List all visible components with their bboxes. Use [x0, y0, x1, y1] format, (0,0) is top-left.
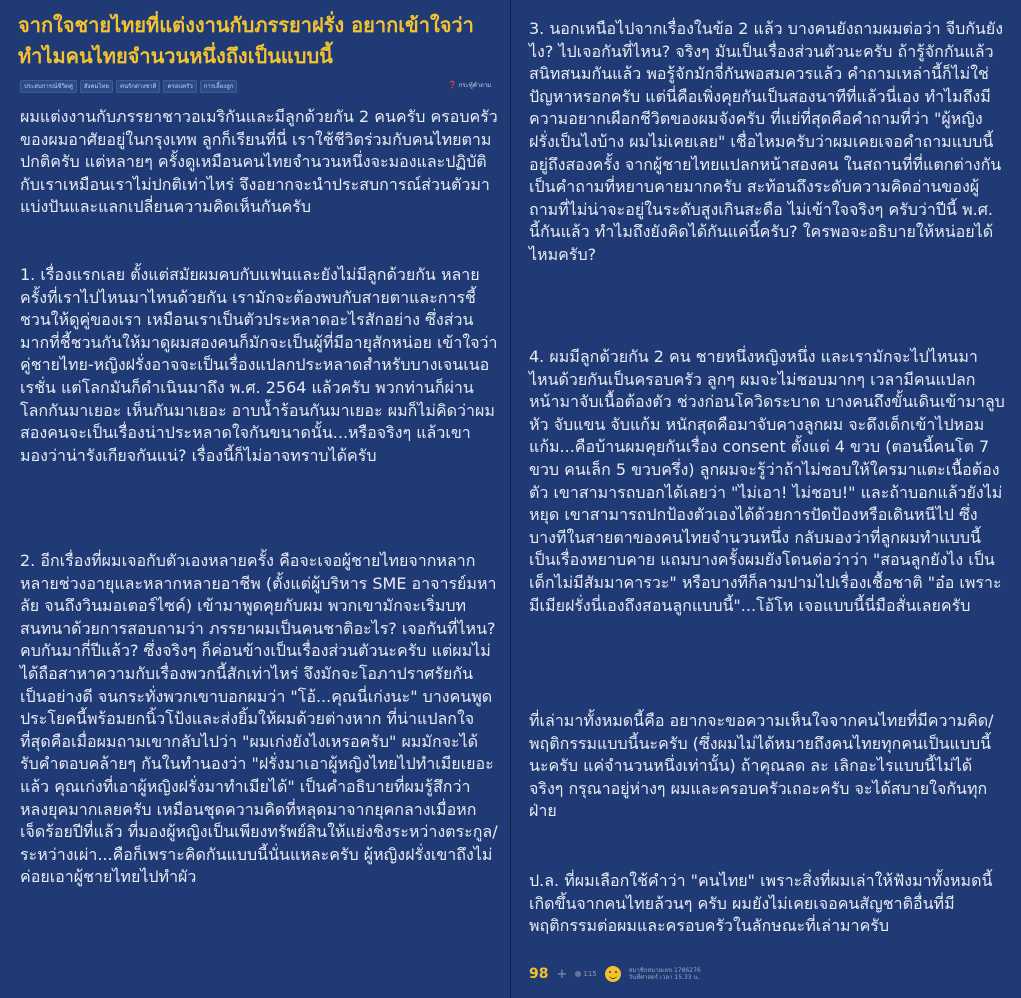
- tag-item[interactable]: การเลี้ยงลูก: [200, 80, 238, 93]
- intro-paragraph: ผมแต่งงานกับภรรยาชาวอเมริกันและมีลูกด้วยกัน 2 คนครับ ครอบครัวของผมอาศัยอยู่ในกรุงเทพ ลูกก็เรียนที่นี่ เราใช้ชีวิตร่วมกับคนไทยตามปกติครับ แต่หลายๆ ครั้งดูเหมือนคนไทยจำนวนหนึ่งจะมองและปฏิบัติกับเราเหมือนเราไม่ปกติเท่าไหร่ จึงอยากจะนำประสบการณ์ส่วนตัวมาแบ่งปันและแลกเปลี่ยนความคิดเห็นกันครับ: [20, 107, 498, 217]
- comment-icon: [575, 971, 581, 977]
- postscript-paragraph: ป.ล. ที่ผมเลือกใช้คำว่า "คนไทย" เพราะสิ่งที่ผมเล่าให้ฟังมาทั้งหมดนี้ เกิดขึ้นจากคนไทยล้วนๆ ครับ ผมยังไม่เคยเจอคนสัญชาติอื่นที่มีพฤติกรรมต่อผมและครอบครัวในลักษณะที่เล่ามาครับ: [529, 871, 993, 936]
- vote-count: 98: [529, 966, 549, 982]
- tag-item[interactable]: ประสบการณ์ชีวิตคู่: [20, 80, 77, 93]
- tag-item[interactable]: สังคมไทย: [80, 80, 113, 93]
- point-4-paragraph: 4. ผมมีลูกด้วยกัน 2 คน ชายหนึ่งหญิงหนึ่ง และเรามักจะไปไหนมาไหนด้วยกันเป็นครอบครัว ลูกๆ ผมจะไม่ชอบมากๆ เวลามีคนแปลกหน้ามาจับเนื้อต้องตัว ช่วงก่อนโควิดระบาด บางคนถึงขั้นเดินเข้ามาลูบหัว จับแขน จับแก้ม หนักสุดคือมาจับคางลูกผม จะดึงเด็กเข้าไปหอมแก้ม...คือบ้านผมคุยกันเรื่อง consent ตั้งแต่ 4 ขวบ (ตอนนี้คนโต 7 ขวบ คนเล็ก 5 ขวบครึ่ง) ลูกผมจะรู้ว่าถ้าไม่ชอบให้ใครมาแตะเนื้อต้องตัว เขาสามารถบอกได้เลยว่า "ไม่เอา! ไม่ชอบ!" และถ้าบอกแล้วยังไม่หยุด เขาสามารถปกป้องตัวเองได้ด้วยการปัดป้องหรือเดินหนีไป ซึ่งบางทีในสายตาของคนไทยจำนวนหนึ่ง กลับมองว่าที่ลูกผมทำแบบนี้เป็นเรื่องหยาบคาย แถมบางครั้งผมยังโดนต่อว่าว่า "สอนลูกยังไง เป็นเด็กไม่มีสัมมาคารวะ" หรือบางทีก็ลามปามไปเรื่องเชื้อชาติ "อ๋อ เพราะมีเมียฝรั่งนี่เองถึงสอนลูกแบบนี้"...โอ้โห เจอแบบนี้นี่มือสั่นเลยครับ: [529, 347, 1005, 615]
- author-meta: [629, 967, 701, 981]
- post-time: วันที่ศาสตร์ เวลา 15.33 น.: [628, 974, 700, 981]
- post-footer: [529, 966, 701, 982]
- right-column: [511, 0, 1021, 998]
- page-title: จากใจชายไทยที่แต่งงานกับภรรยาฝรั่ง อยากเข้าใจว่าทำไมคนไทยจำนวนหนึ่งถึงเป็นแบบนี้: [18, 13, 474, 68]
- conclusion-paragraph: ที่เล่ามาทั้งหมดนี้คือ อยากจะขอความเห็นใจจากคนไทยที่มีความคิด/พฤติกรรมแบบนี้นะครับ (ซึ่งผมไม่ได้หมายถึงคนไทยทุกคนเป็นแบบนี้นะครับ แค่จำนวนหนึ่งเท่านั้น) ถ้าคุณลด ละ เลิกอะไรแบบนี้ไม่ได้จริงๆ กรุณาอยู่ห่างๆ ผมและครอบครัวเถอะครับ จะได้สบายใจกันทุกฝ่าย: [529, 711, 994, 821]
- point-3-paragraph: 3. นอกเหนือไปจากเรื่องในข้อ 2 แล้ว บางคนยังถามผมต่อว่า จีบกันยังไง? ไปเจอกันที่ไหน? จริงๆ มันเป็นเรื่องส่วนตัวนะครับ ถ้ารู้จักกันแล้ว สนิทสนมกันแล้ว พอรู้จักมักจี่กันพอสมควรแล้ว คำถามเหล่านี้ก็ไม่ใช่ปัญหาหรอกครับ แต่นี่คือเพิ่งคุยกันเป็นสองนาทีที่แล้วนี่เอง ทำไมถึงมีความอยากเผือกชีวิตของผมจังครับ ที่แย่ที่สุดคือคำถามที่ว่า "ผู้หญิงฝรั่งเป็นไงบ้าง ผมไม่เคยเลย" เชื่อไหมครับว่าผมเคยเจอคำถามแบบนี้อยู่ถึงสองครั้ง จากผู้ชายไทยแปลกหน้าสองคน ในสถานที่ที่แตกต่างกัน เป็นคำถามที่หยาบคายมากครับ สะท้อนถึงระดับความคิดอ่านของผู้ถามที่ไม่น่าจะอยู่ในระดับสูงเกินสะดือ ไม่เข้าใจจริงๆ ครับว่าปีนี้ พ.ศ. นี้กันแล้ว ทำไมถึงยังคิดได้กันแค่นี้ครับ? ใครพอจะอธิบายให้หน่อยได้ไหมครับ?: [529, 19, 1004, 264]
- point-1-paragraph: 1. เรื่องแรกเลย ตั้งแต่สมัยผมคบกับแฟนและยังไม่มีลูกด้วยกัน หลายครั้งที่เราไปไหนมาไหนด้วยกัน เรามักจะต้องพบกับสายตาและการชี้ชวนให้ดูคู่ของเรา เหมือนเราเป็นตัวประหลาดอะไรสักอย่าง ซึ่งส่วนมากที่ชี้ชวนกันให้มาดูผมสองคนก็มักจะเป็นผู้ที่มีอายุสักหน่อย เข้าใจว่าคู่ชายไทย-หญิงฝรั่งอาจจะเป็นเรื่องแปลกประหลาดสำหรับบางเจนเนอเรชั่น แต่โลกมันก็ดำเนินมาถึง พ.ศ. 2564 แล้วครับ พวกท่านก็ผ่านโลกกันมาเยอะ เห็นกันมาเยอะ อาบน้ำร้อนกันมาเยอะ ผมก็ไม่คิดว่าผมสองคนจะเป็นเรื่องน่าประหลาดใจกันขนาดนั้น...หรือจริงๆ แล้วเขามองว่าน่ารังเกียจกันแน่? เรื่องนี้ก็ไม่อาจทราบได้ครับ: [20, 265, 498, 465]
- point-2-paragraph: 2. อีกเรื่องที่ผมเจอกับตัวเองหลายครั้ง คือจะเจอผู้ชายไทยจากหลากหลายช่วงอายุและหลากหลายอาชีพ (ตั้งแต่ผู้บริหาร SME อาจารย์มหาลัย จนถึงวินมอเตอร์ไซค์) เข้ามาพูดคุยกับผม พวกเขามักจะเริ่มบทสนทนาด้วยการสอบถามว่า ภรรยาผมเป็นคนชาติอะไร? เจอกันที่ไหน? คบกันมากี่ปีแล้ว? ซึ่งจริงๆ ก็ค่อนข้างเป็นเรื่องส่วนตัวนะครับ แต่ผมไม่ได้ถือสาหาความกับเรื่องพวกนี้สักเท่าไหร่ จึงมักจะโอภาปราศรัยกันเป็นอย่างดี จนกระทั่งพวกเขาบอกผมว่า "โอ้...คุณนี่เก่งนะ" บางคนพูดประโยคนี้พร้อมยกนิ้วโป้งและส่งยิ้มให้ผมด้วยต่างหาก ที่น่าแปลกใจที่สุดคือเมื่อผมถามเขากลับไปว่า "ผมเก่งยังไงเหรอครับ" ผมมักจะได้รับคำตอบคล้ายๆ กันในทำนองว่า "ฝรั่งมาเอาผู้หญิงไทยไปทำเมียเยอะแล้ว คุณเก่งที่เอาผู้หญิงฝรั่งมาทำเมียได้" เป็นคำอธิบายที่ผมรู้สึกว่าหลงยุคมากเลยครับ เหมือนชุดความคิดที่หลุดมาจากยุคกลางเมื่อหกเจ็ดร้อยปีที่แล้ว ที่มองผู้หญิงเป็นเพียงทรัพย์สินให้แย่งชิงระหว่างตระกูล/ระหว่างเผ่า...คือก็เพราะคิดกันแบบนี้นั่นแหละครับ ผู้หญิงฝรั่งเขาถึงไม่ค่อยเอาผู้ชายไทยไปทำผัว: [20, 551, 498, 887]
- left-column: [0, 0, 510, 998]
- member-id[interactable]: สมาชิกหมายเลข 1786276: [628, 967, 701, 974]
- comment-count-value: 115: [583, 970, 597, 978]
- vote-plus-button[interactable]: +: [556, 966, 568, 982]
- question-icon: ❓: [448, 81, 457, 89]
- tag-item[interactable]: ครอบครัว: [163, 80, 196, 93]
- tag-item[interactable]: คนรักต่างชาติ: [116, 80, 161, 93]
- question-label: [448, 80, 491, 90]
- comment-count[interactable]: [575, 970, 596, 978]
- avatar[interactable]: [605, 966, 621, 982]
- question-label-text: กระทู้คำถาม: [458, 82, 492, 89]
- tag-list: [20, 80, 237, 93]
